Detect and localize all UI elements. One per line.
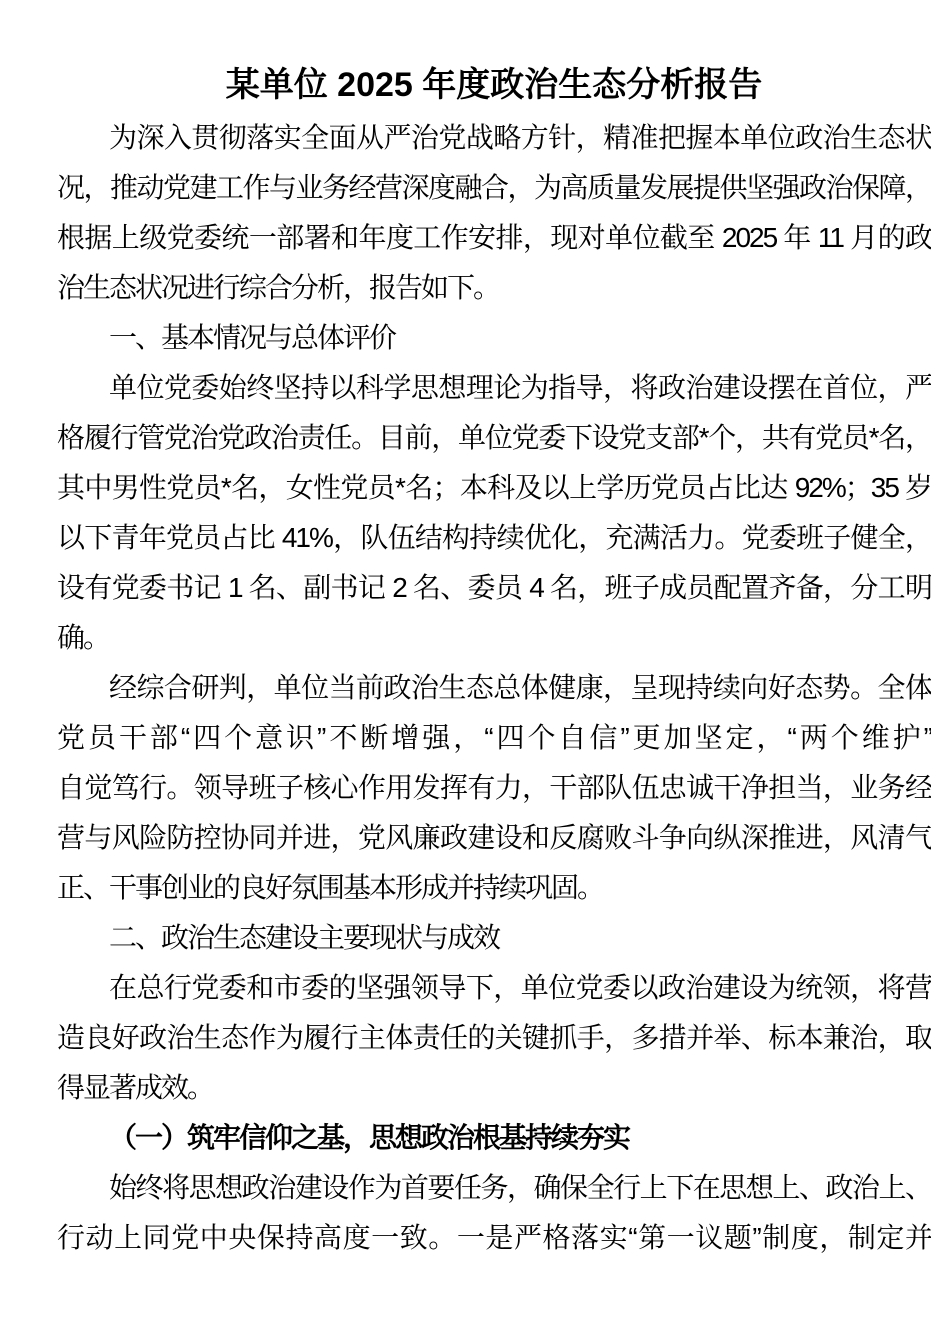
text-line: 根据上级党委统一部署和年度工作安排，现对单位截至 2025 年 11 月的政 xyxy=(57,222,931,253)
text-line: 始终将思想政治建设作为首要任务，确保全行上下在思想上、政治上、 xyxy=(109,1172,931,1203)
text-line: 格履行管党治党政治责任。目前，单位党委下设党支部*个，共有党员*名， xyxy=(57,422,931,453)
text-line: 在总行党委和市委的坚强领导下，单位党委以政治建设为统领，将营 xyxy=(109,972,931,1003)
text-line: 营与风险防控协同并进，党风廉政建设和反腐败斗争向纵深推进，风清气 xyxy=(57,822,931,853)
text-line: 其中男性党员*名，女性党员*名；本科及以上学历党员占比达 92%；35 岁 xyxy=(57,472,931,503)
text-line: 为深入贯彻落实全面从严治党战略方针，精准把握本单位政治生态状 xyxy=(109,122,931,153)
subsection-heading: （一）筑牢信仰之基，思想政治根基持续夯实 xyxy=(109,1122,630,1153)
text-line: 单位党委始终坚持以科学思想理论为指导，将政治建设摆在首位，严 xyxy=(109,372,931,403)
text-line: 况，推动党建工作与业务经营深度融合，为高质量发展提供坚强政治保障， xyxy=(57,172,931,203)
text-line: 以下青年党员占比 41%，队伍结构持续优化，充满活力。党委班子健全， xyxy=(57,522,931,553)
document-title: 某单位 2025 年度政治生态分析报告 xyxy=(225,66,763,104)
text-line: 党员干部“四个意识”不断增强，“四个自信”更加坚定，“两个维护” xyxy=(57,722,931,753)
text-line: 设有党委书记 1 名、副书记 2 名、委员 4 名，班子成员配置齐备，分工明 xyxy=(57,572,931,603)
text-line: 确。 xyxy=(57,622,110,653)
text-line: 经综合研判，单位当前政治生态总体健康，呈现持续向好态势。全体 xyxy=(109,672,931,703)
text-line: 自觉笃行。领导班子核心作用发挥有力，干部队伍忠诚干净担当，业务经 xyxy=(57,772,931,803)
text-line: 造良好政治生态作为履行主体责任的关键抓手，多措并举、标本兼治，取 xyxy=(57,1022,931,1053)
text-line: 治生态状况进行综合分析，报告如下。 xyxy=(57,272,500,303)
text-line: 正、干事创业的良好氛围基本形成并持续巩固。 xyxy=(57,872,604,903)
section-heading-1: 一、基本情况与总体评价 xyxy=(109,322,396,353)
text-line: 行动上同党中央保持高度一致。一是严格落实“第一议题”制度，制定并 xyxy=(57,1222,931,1253)
text-line: 得显著成效。 xyxy=(57,1072,214,1103)
section-heading-2: 二、政治生态建设主要现状与成效 xyxy=(109,922,500,953)
